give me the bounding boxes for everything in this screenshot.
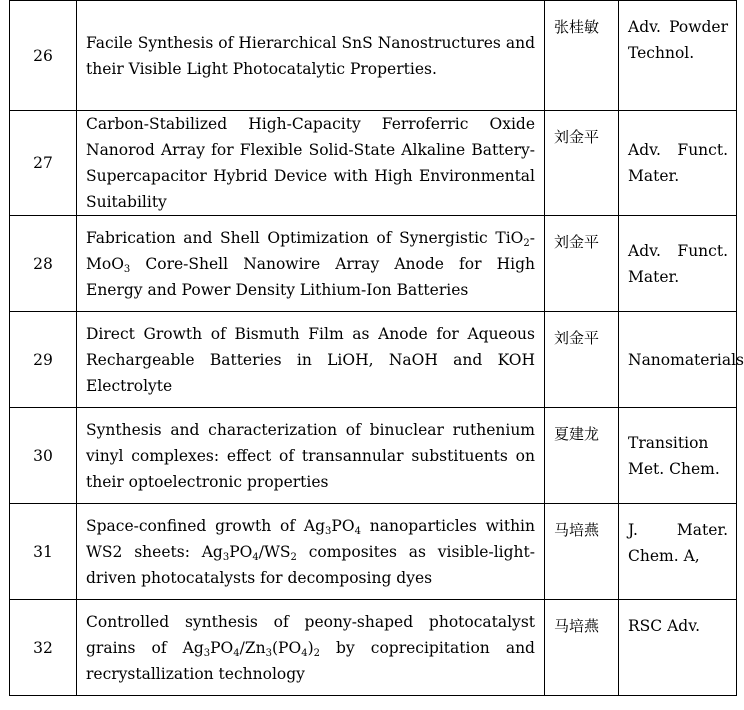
journal-name: Adv. Funct. Mater. <box>619 111 737 216</box>
journal-name: Adv. Powder Technol. <box>619 1 737 111</box>
author-name: 刘金平 <box>545 312 619 408</box>
table-row <box>10 312 737 408</box>
paper-title <box>77 504 545 600</box>
table-row <box>10 216 737 312</box>
title-subscript: 4 <box>233 647 240 659</box>
journal-name: Nanomaterials <box>619 312 737 408</box>
title-text: -MoO <box>86 228 535 273</box>
journal-name: Adv. Funct. Mater. <box>619 216 737 312</box>
title-text: /Zn <box>239 638 266 657</box>
journal-name: Transition Met. Chem. <box>619 408 737 504</box>
title-text: Controlled synthesis of peony-shaped photocatalyst grains of Ag <box>86 612 535 657</box>
author-name: 张桂敏 <box>545 1 619 111</box>
title-subscript: 3 <box>325 525 332 537</box>
paper-title: Synthesis and characterization of binuclear ruthenium vinyl complexes: effect of transannular substituents on their optoelectronic properties <box>77 408 545 504</box>
table-row <box>10 1 737 111</box>
title-subscript: 4 <box>301 647 308 659</box>
title-subscript: 3 <box>123 263 131 275</box>
author-name: 刘金平 <box>545 216 619 312</box>
title-subscript: 3 <box>203 647 211 659</box>
row-number: 31 <box>10 504 77 600</box>
author-name: 刘金平 <box>545 111 619 216</box>
paper-title: Direct Growth of Bismuth Film as Anode for Aqueous Rechargeable Batteries in LiOH, NaOH and KOH Electrolyte <box>77 312 545 408</box>
title-subscript: 3 <box>265 647 272 659</box>
table-row <box>10 111 737 216</box>
publications-table <box>9 0 744 696</box>
title-text: Core-Shell Nanowire Array Anode for High Energy and Power Density Lithium-Ion Batteries <box>86 254 535 299</box>
journal-name: J. Mater. Chem. A, <box>619 504 737 600</box>
title-text: PO <box>229 542 253 561</box>
paper-title <box>77 600 545 696</box>
row-number: 26 <box>10 1 77 111</box>
paper-title: Carbon-Stabilized High-Capacity Ferroferric Oxide Nanorod Array for Flexible Solid-State Alkaline Battery-Supercapacitor Hybrid Device with High Environmental Suitability <box>77 111 545 216</box>
title-text: /WS <box>258 542 291 561</box>
title-text: Space-confined growth of Ag <box>86 516 326 535</box>
paper-title: Facile Synthesis of Hierarchical SnS Nanostructures and their Visible Light Photocatalytic Properties. <box>77 1 545 111</box>
title-subscript: 3 <box>222 551 230 563</box>
author-name: 马培燕 <box>545 504 619 600</box>
title-text: composites as visible-light-driven photocatalysts for decomposing dyes <box>86 542 535 587</box>
paper-title <box>77 216 545 312</box>
row-number: 30 <box>10 408 77 504</box>
title-subscript: 2 <box>523 237 530 249</box>
title-text: by coprecipitation and recrystallization technology <box>86 638 535 683</box>
title-subscript: 2 <box>313 647 320 659</box>
table-row <box>10 600 737 696</box>
title-text: (PO <box>272 638 302 657</box>
journal-name: RSC Adv. <box>619 600 737 696</box>
row-number: 32 <box>10 600 77 696</box>
row-number: 29 <box>10 312 77 408</box>
table-row <box>10 408 737 504</box>
title-subscript: 2 <box>290 551 297 563</box>
title-text: nanoparticles within WS2 sheets: Ag <box>86 516 535 561</box>
title-text: PO <box>331 516 355 535</box>
row-number: 28 <box>10 216 77 312</box>
title-subscript: 4 <box>252 551 259 563</box>
title-text: PO <box>210 638 234 657</box>
title-text: ) <box>307 638 314 657</box>
author-name: 夏建龙 <box>545 408 619 504</box>
title-subscript: 4 <box>354 525 361 537</box>
row-number: 27 <box>10 111 77 216</box>
author-name: 马培燕 <box>545 600 619 696</box>
table-row <box>10 504 737 600</box>
title-text: Fabrication and Shell Optimization of Synergistic TiO <box>86 228 524 247</box>
